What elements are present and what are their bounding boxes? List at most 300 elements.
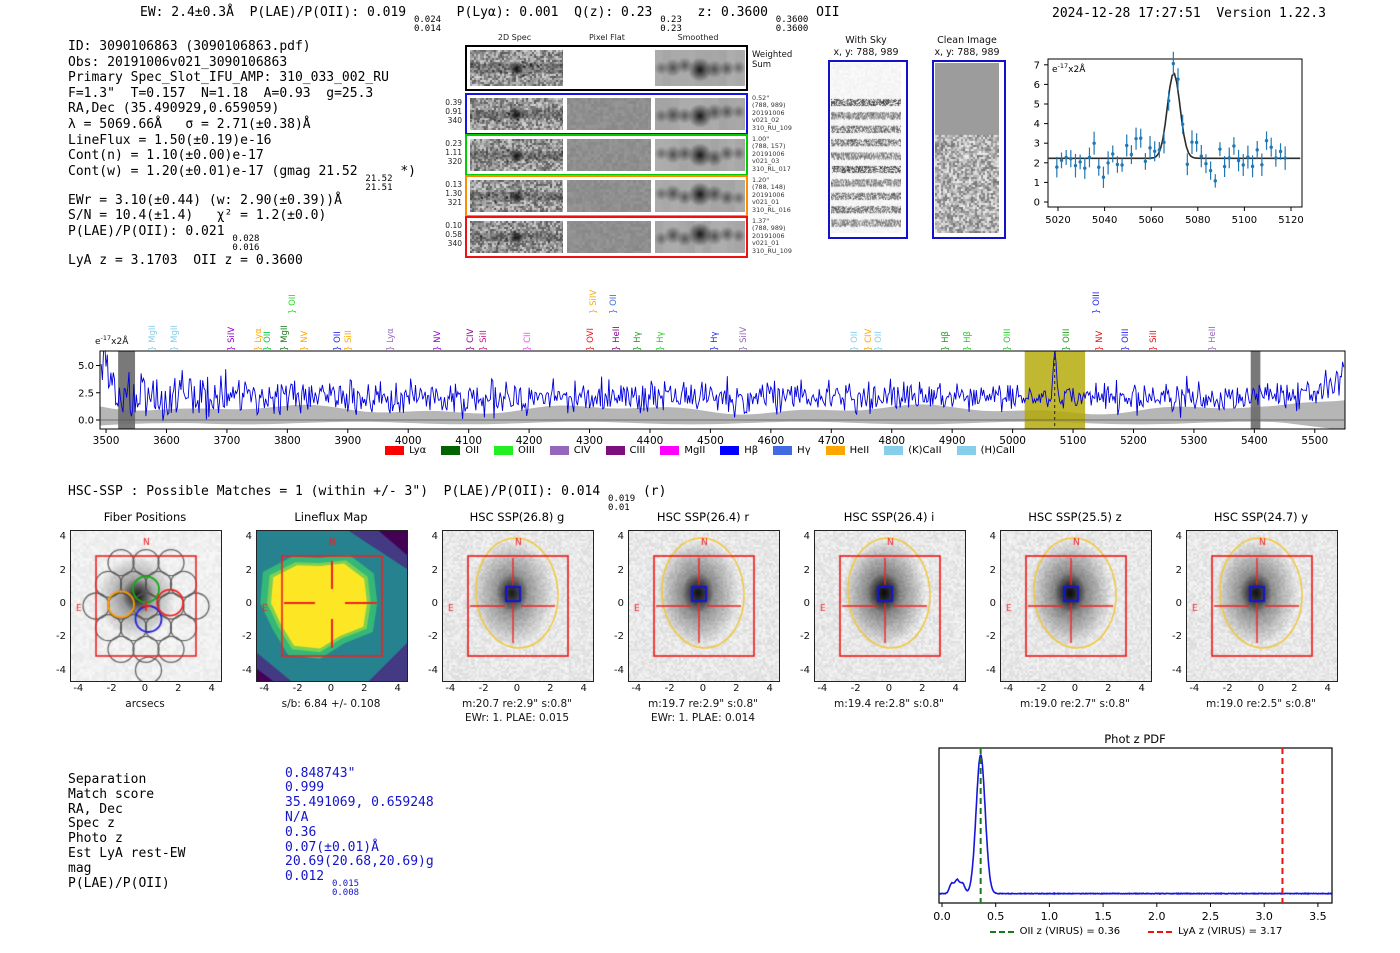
spec2d-image bbox=[470, 180, 563, 212]
span: 21.52 bbox=[365, 173, 393, 184]
info-line bbox=[68, 70, 416, 86]
match-row-label: Match score bbox=[68, 786, 155, 802]
panel-ytick: -4 bbox=[56, 664, 66, 676]
match-row-value bbox=[285, 795, 434, 810]
span: 0.028 bbox=[232, 233, 260, 244]
panel-xtick: -4 bbox=[631, 683, 642, 694]
text-segment: F=1.3" T=0.157 N=1.18 A=0.93 g=25.3 bbox=[68, 85, 374, 101]
spectral-line-marker: } HeII bbox=[1207, 326, 1218, 351]
div: Weighted bbox=[752, 50, 793, 60]
spec2d-row-annotation bbox=[752, 136, 824, 173]
div: 0.39 bbox=[445, 98, 462, 107]
stacked-value bbox=[332, 880, 359, 898]
panel-xtick: 4 bbox=[394, 683, 401, 694]
text-segment: 0.012 bbox=[285, 869, 332, 885]
div: 0.58 bbox=[445, 230, 462, 240]
photz-pdf-plot bbox=[930, 733, 1350, 933]
spec2d-row bbox=[465, 134, 748, 176]
panel-xtick: 2 bbox=[361, 683, 368, 694]
sky-panel-coords: x, y: 788, 989 bbox=[934, 46, 1000, 58]
panel-caption2: EWr: 1. PLAE: 0.014 bbox=[650, 712, 756, 724]
panel-xtick: 2 bbox=[547, 683, 554, 694]
panel-xtick: -2 bbox=[478, 683, 489, 694]
panel-ytick: 2 bbox=[617, 564, 624, 576]
legend-label: MgII bbox=[684, 445, 706, 456]
panel-xtick: -4 bbox=[817, 683, 828, 694]
spec2d-image bbox=[470, 221, 563, 253]
hsc-panel-image bbox=[628, 530, 780, 682]
text-segment: N/A bbox=[285, 809, 309, 825]
spec2d-image bbox=[567, 180, 651, 212]
info-line bbox=[68, 117, 416, 133]
match-row-label: Est LyA rest-EW bbox=[68, 846, 186, 861]
panel-ytick: 0 bbox=[59, 597, 66, 609]
panel-ytick: 0 bbox=[617, 597, 624, 609]
div: 20191006 bbox=[752, 190, 785, 199]
stacked-value bbox=[414, 16, 441, 34]
panel-ytick: -4 bbox=[986, 664, 996, 676]
svg-text:4800: 4800 bbox=[878, 435, 906, 447]
text-segment: 0.848743" bbox=[285, 765, 356, 781]
line-fit-inset-plot bbox=[1030, 45, 1350, 245]
text-segment: S/N = 10.4(±1.4) χ² = 1.2(±0.0) bbox=[68, 208, 327, 224]
text-segment: EW: 2.4±0.3Å P(LAE)/P(OII): 0.019 bbox=[140, 5, 414, 20]
panel-title: Fiber Positions bbox=[103, 510, 187, 524]
spectral-line-marker: } SiII bbox=[478, 330, 489, 351]
svg-text:7: 7 bbox=[1033, 60, 1040, 72]
spectral-line-marker: } OII bbox=[262, 331, 273, 351]
info-line bbox=[68, 101, 416, 117]
svg-text:0: 0 bbox=[1033, 197, 1040, 209]
svg-text:5100: 5100 bbox=[1059, 435, 1087, 447]
panel-ytick: -4 bbox=[800, 664, 810, 676]
svg-text:4200: 4200 bbox=[515, 435, 543, 447]
panel-ytick: 4 bbox=[59, 531, 66, 543]
div: 310_RU_109 bbox=[752, 123, 792, 132]
panel-ytick: 2 bbox=[431, 564, 438, 576]
text-segment: OII bbox=[808, 5, 840, 20]
panel-xtick: 0 bbox=[1257, 683, 1265, 694]
panel-xtick: -4 bbox=[259, 683, 270, 694]
span: 0.016 bbox=[232, 242, 260, 253]
info-line bbox=[68, 39, 416, 55]
hsc-panel-image bbox=[814, 530, 966, 682]
div: 1.20" bbox=[752, 176, 770, 184]
spectral-line-marker: } OVI bbox=[586, 328, 597, 351]
svg-text:3500: 3500 bbox=[92, 435, 120, 447]
panel-xtick: 0 bbox=[699, 683, 707, 694]
panel-ytick: 0 bbox=[1175, 597, 1182, 609]
photz-legend-label: OII z (VIRUS) = 0.36 bbox=[1019, 926, 1121, 937]
panel-ytick: 2 bbox=[803, 564, 810, 576]
panel-ytick: 0 bbox=[431, 597, 438, 609]
text-segment: 0.07(±0.01)Å bbox=[285, 839, 379, 855]
spec2d-image bbox=[655, 180, 745, 212]
full-spectrum-plot bbox=[78, 340, 1358, 465]
panel-xtick: 4 bbox=[1324, 683, 1331, 694]
info-line bbox=[68, 148, 416, 164]
svg-text:5200: 5200 bbox=[1120, 435, 1147, 447]
panel-caption: m:19.0 re:2.7" s:0.8" bbox=[1020, 698, 1130, 710]
spectral-line-marker: } Lyα bbox=[385, 328, 396, 351]
svg-text:5000: 5000 bbox=[999, 435, 1026, 447]
text-segment: 35.491069, 0.659248 bbox=[285, 795, 434, 811]
svg-text:4000: 4000 bbox=[394, 435, 422, 447]
div: 0.13 bbox=[445, 180, 462, 189]
match-row-value bbox=[285, 780, 324, 795]
svg-text:5120: 5120 bbox=[1278, 215, 1304, 226]
panel-caption: s/b: 6.84 +/- 0.108 bbox=[281, 698, 381, 710]
legend-label: (H)CaII bbox=[980, 445, 1015, 456]
panel-xtick: 4 bbox=[766, 683, 773, 694]
svg-text:5080: 5080 bbox=[1185, 215, 1211, 226]
panel-xtick: -2 bbox=[850, 683, 861, 694]
spec2d-row bbox=[465, 216, 748, 258]
spectral-line-marker: } Hβ bbox=[941, 331, 952, 351]
match-row-label: Photo z bbox=[68, 831, 123, 847]
text-segment: P(LAE)/P(OII): 0.021 bbox=[68, 223, 233, 239]
div: Sum bbox=[752, 59, 772, 70]
svg-text:5040: 5040 bbox=[1091, 215, 1118, 226]
svg-text:Phot z PDF: Phot z PDF bbox=[1104, 732, 1166, 746]
spectral-line-marker: } SiIV bbox=[589, 289, 600, 314]
text-segment: EWr = 3.10(±0.44) (w: 2.90(±0.39))Å bbox=[68, 192, 342, 208]
match-row-value bbox=[285, 810, 308, 825]
spec2d-image bbox=[470, 50, 563, 86]
spec2d-image bbox=[567, 221, 651, 253]
span: 0.019 bbox=[608, 493, 636, 504]
panel-xtick: 2 bbox=[1105, 683, 1112, 694]
panel-xlabel: arcsecs bbox=[125, 698, 165, 710]
panel-ytick: 4 bbox=[431, 531, 438, 543]
spectral-line-marker: } NV bbox=[1094, 330, 1105, 351]
span: 0.01 bbox=[608, 502, 630, 513]
svg-text:3.5: 3.5 bbox=[1309, 910, 1327, 923]
spectral-line-marker: } SiII bbox=[343, 330, 354, 351]
panel-ytick: -2 bbox=[614, 631, 624, 643]
spec2d-row-weights bbox=[434, 98, 462, 126]
text-segment: 20.69(20.68,20.69)g bbox=[285, 854, 434, 870]
spec2d-column-header: Smoothed bbox=[677, 33, 719, 42]
div: v021_01 bbox=[752, 239, 780, 248]
panel-ytick: 0 bbox=[989, 597, 996, 609]
svg-text:3700: 3700 bbox=[213, 435, 241, 447]
info-line bbox=[68, 208, 416, 224]
spectrum-flux-units bbox=[95, 334, 128, 347]
div: 1.11 bbox=[445, 148, 462, 158]
panel-ytick: 4 bbox=[245, 531, 252, 543]
panel-xtick: 4 bbox=[208, 683, 215, 694]
text-segment: *) bbox=[392, 163, 416, 179]
div: 1.00" bbox=[752, 135, 770, 143]
info-line bbox=[68, 164, 416, 193]
svg-text:2.5: 2.5 bbox=[78, 388, 94, 400]
spectral-line-marker: } OII bbox=[873, 331, 884, 351]
svg-text:1: 1 bbox=[1033, 177, 1040, 189]
spectral-line-marker: } CIV bbox=[466, 328, 477, 351]
panel-title: HSC SSP(26.4) i bbox=[843, 510, 935, 524]
panel-ytick: 2 bbox=[245, 564, 252, 576]
spectral-line-marker: } CII bbox=[522, 331, 533, 351]
span: 0.014 bbox=[413, 23, 442, 34]
span: 0.008 bbox=[331, 887, 360, 898]
stacked-value bbox=[365, 175, 392, 193]
div: 340 bbox=[447, 116, 462, 126]
text-segment: Cont(n) = 1.10(±0.00)e-17 bbox=[68, 148, 264, 164]
text-segment: 0.999 bbox=[285, 780, 325, 796]
panel-title: HSC SSP(26.8) g bbox=[469, 510, 565, 524]
panel-xtick: -2 bbox=[106, 683, 117, 694]
svg-text:2.0: 2.0 bbox=[1148, 910, 1166, 923]
panel-xtick: 2 bbox=[1291, 683, 1298, 694]
panel-ytick: -4 bbox=[1172, 664, 1182, 676]
panel-ytick: -2 bbox=[242, 631, 252, 643]
panel-xtick: 4 bbox=[580, 683, 587, 694]
panel-xtick: 2 bbox=[733, 683, 740, 694]
legend-label: CIII bbox=[629, 445, 646, 456]
stacked-value bbox=[232, 235, 259, 253]
spectral-line-marker: } OIII bbox=[1003, 328, 1014, 351]
svg-text:3600: 3600 bbox=[153, 435, 180, 447]
panel-ytick: 2 bbox=[1175, 564, 1182, 576]
clean-image bbox=[935, 63, 999, 233]
svg-text:6: 6 bbox=[1033, 79, 1040, 91]
svg-text:0.0: 0.0 bbox=[933, 910, 951, 923]
spec2d-row-annotation bbox=[752, 177, 824, 214]
spectral-line-marker: } NV bbox=[299, 330, 310, 351]
spectral-line-marker: } OIII bbox=[1121, 328, 1132, 351]
panel-xtick: -4 bbox=[1003, 683, 1014, 694]
spec2d-image bbox=[567, 139, 651, 171]
match-row-value bbox=[285, 840, 379, 855]
spectral-line-marker: } SiIV bbox=[227, 326, 238, 351]
fiber-panel-image bbox=[70, 530, 222, 682]
text-segment: Obs: 20191006v021_3090106863 bbox=[68, 54, 288, 70]
info-line bbox=[68, 55, 416, 71]
text-segment: λ = 5069.66Å σ = 2.71(±0.38)Å bbox=[68, 116, 311, 132]
spectral-line-marker: } Hγ bbox=[656, 331, 667, 351]
stacked-value bbox=[660, 16, 682, 34]
panel-xtick: 4 bbox=[952, 683, 959, 694]
div: 310_RL_017 bbox=[752, 164, 791, 173]
svg-text:4400: 4400 bbox=[636, 435, 664, 447]
svg-text:e-17x2Å: $e^{-17}x2Å$ bbox=[1052, 62, 1086, 75]
photz-legend-label: LyA z (VIRUS) = 3.17 bbox=[1178, 926, 1283, 937]
text-segment: Cont(w) = 1.20(±0.01)e-17 (gmag 21.52 bbox=[68, 163, 366, 179]
div: 310_RU_109 bbox=[752, 246, 792, 255]
spec2d-image bbox=[655, 139, 745, 171]
text-segment: RA,Dec (35.490929,0.659059) bbox=[68, 101, 280, 117]
div: (788, 989) bbox=[752, 101, 786, 110]
spectral-line-marker: } OII bbox=[287, 294, 298, 314]
legend-label: Hγ bbox=[797, 445, 811, 456]
panel-ytick: -2 bbox=[1172, 631, 1182, 643]
svg-text:5.0: 5.0 bbox=[78, 361, 94, 372]
svg-text:0.0: 0.0 bbox=[78, 415, 94, 427]
hsc-match-header bbox=[68, 484, 666, 513]
div: v021_02 bbox=[752, 116, 780, 125]
spec2d-image bbox=[567, 50, 651, 86]
clean-image-frame bbox=[932, 60, 1006, 239]
svg-text:1.0: 1.0 bbox=[1040, 910, 1059, 923]
panel-ytick: -4 bbox=[242, 664, 252, 676]
div: 20191006 bbox=[752, 231, 785, 240]
panel-xtick: 0 bbox=[141, 683, 149, 694]
spec2d-image bbox=[567, 98, 651, 130]
match-row-label: P(LAE)/P(OII) bbox=[68, 875, 170, 891]
spectral-line-marker: } OII bbox=[849, 331, 860, 351]
panel-ytick: -2 bbox=[800, 631, 810, 643]
text-segment: P(Lyα): 0.001 Q(z): 0.23 bbox=[441, 5, 661, 20]
svg-text:5500: 5500 bbox=[1301, 435, 1329, 447]
div: 20191006 bbox=[752, 108, 785, 117]
svg-text:5400: 5400 bbox=[1240, 435, 1268, 447]
sky-image-frame bbox=[828, 60, 908, 239]
panel-ytick: 0 bbox=[803, 597, 810, 609]
panel-xtick: -2 bbox=[664, 683, 675, 694]
panel-xtick: -4 bbox=[1189, 683, 1200, 694]
legend-label: HeII bbox=[849, 445, 870, 456]
panel-caption: m:19.0 re:2.5" s:0.8" bbox=[1206, 698, 1316, 710]
spectral-line-marker: } MgII bbox=[170, 325, 181, 351]
spec2d-row bbox=[465, 93, 748, 135]
hsc-panel-image bbox=[1000, 530, 1152, 682]
sky-panel-coords: x, y: 788, 989 bbox=[833, 46, 899, 58]
div: v021_01 bbox=[752, 198, 780, 207]
panel-ytick: 0 bbox=[245, 597, 252, 609]
spec2d-image bbox=[655, 50, 745, 86]
div: 340 bbox=[447, 239, 462, 249]
info-line bbox=[68, 253, 416, 269]
spectral-line-marker: } SiIV bbox=[738, 326, 749, 351]
span: 0.23 bbox=[660, 14, 682, 25]
svg-text:3: 3 bbox=[1033, 138, 1040, 150]
spec2d-row-weights bbox=[434, 221, 462, 249]
span: 0.3600 bbox=[775, 23, 809, 34]
detection-info-block bbox=[68, 39, 416, 268]
div: 20191006 bbox=[752, 149, 785, 158]
div: 0.10 bbox=[445, 221, 462, 230]
summary-header bbox=[140, 5, 840, 34]
panel-xtick: -4 bbox=[445, 683, 456, 694]
legend-label: Hβ bbox=[744, 445, 759, 456]
hsc-panel-image bbox=[1186, 530, 1338, 682]
svg-text:1.5: 1.5 bbox=[1094, 910, 1112, 923]
svg-text:3.0: 3.0 bbox=[1255, 910, 1273, 923]
panel-ytick: 4 bbox=[989, 531, 996, 543]
panel-ytick: -2 bbox=[986, 631, 996, 643]
panel-xtick: 2 bbox=[175, 683, 182, 694]
div: 320 bbox=[447, 157, 462, 167]
panel-xtick: -4 bbox=[73, 683, 84, 694]
panel-title: HSC SSP(24.7) y bbox=[1213, 510, 1309, 524]
svg-text:4300: 4300 bbox=[576, 435, 603, 447]
legend-label: (K)CaII bbox=[908, 445, 942, 456]
legend-label: OIII bbox=[518, 445, 535, 456]
svg-text:2: 2 bbox=[1033, 158, 1040, 170]
timestamp-version: 2024-12-28 17:27:51 Version 1.22.3 bbox=[1052, 6, 1326, 21]
panel-xtick: 0 bbox=[327, 683, 335, 694]
text-segment: ID: 3090106863 (3090106863.pdf) bbox=[68, 39, 311, 54]
spec2d-column-header: Pixel Flat bbox=[589, 33, 625, 42]
panel-ytick: 2 bbox=[59, 564, 66, 576]
panel-xtick: 0 bbox=[885, 683, 893, 694]
panel-ytick: 4 bbox=[1175, 531, 1182, 543]
panel-title: HSC SSP(26.4) r bbox=[656, 510, 750, 524]
panel-caption: m:19.7 re:2.9" s:0.8" bbox=[648, 698, 758, 710]
e: -17 bbox=[100, 334, 112, 342]
span: 0.015 bbox=[331, 878, 360, 889]
panel-caption: m:20.7 re:2.9" s:0.8" bbox=[462, 698, 572, 710]
div: (788, 148) bbox=[752, 183, 786, 192]
div: 0.52" bbox=[752, 94, 770, 102]
spectral-line-marker: } MgII bbox=[279, 325, 290, 351]
panel-ytick: -2 bbox=[428, 631, 438, 643]
div: 310_RL_016 bbox=[752, 205, 791, 214]
spec2d-image bbox=[470, 139, 563, 171]
panel-xtick: -2 bbox=[292, 683, 303, 694]
div: 0.23 bbox=[445, 139, 462, 148]
div: 321 bbox=[447, 198, 462, 208]
spectral-line-marker: } MgII bbox=[147, 325, 158, 351]
info-line bbox=[68, 133, 416, 149]
div: v021_03 bbox=[752, 157, 780, 166]
spectral-line-marker: } CIV bbox=[863, 328, 874, 351]
div: (788, 157) bbox=[752, 142, 786, 151]
spec2d-row-weights bbox=[434, 180, 462, 208]
spec2d-row-weights bbox=[434, 139, 462, 167]
svg-text:5: 5 bbox=[1033, 99, 1040, 111]
match-row-label: Spec z bbox=[68, 816, 115, 832]
legend-label: CIV bbox=[573, 445, 591, 456]
panel-ytick: -4 bbox=[428, 664, 438, 676]
svg-text:4500: 4500 bbox=[697, 435, 724, 447]
div: 1.30 bbox=[445, 189, 462, 199]
match-row-value bbox=[285, 869, 359, 898]
div: (788, 989) bbox=[752, 224, 786, 233]
match-row-value bbox=[285, 854, 434, 869]
svg-text:2.5: 2.5 bbox=[1201, 910, 1220, 923]
spec2d-row-annotation bbox=[752, 95, 824, 132]
panel-xtick: 0 bbox=[1071, 683, 1079, 694]
hsc-panel-image bbox=[442, 530, 594, 682]
span: 0.23 bbox=[660, 23, 682, 34]
panel-ytick: -4 bbox=[614, 664, 624, 676]
spec2d-image bbox=[655, 221, 745, 253]
panel-xtick: -2 bbox=[1036, 683, 1047, 694]
spec2d-image bbox=[470, 98, 563, 130]
sky-panel-title: With Sky bbox=[845, 35, 887, 46]
svg-text:3900: 3900 bbox=[334, 435, 362, 447]
info-line bbox=[68, 224, 416, 253]
svg-text:4700: 4700 bbox=[817, 435, 845, 447]
spectral-line-marker: } OII bbox=[608, 294, 619, 314]
text-segment: LineFlux = 1.50(±0.19)e-16 bbox=[68, 132, 272, 148]
legend-label: Lyα bbox=[409, 445, 427, 456]
spectral-line-marker: } Hγ bbox=[633, 331, 644, 351]
match-row-label: mag bbox=[68, 860, 92, 876]
spectral-line-marker: } OIII bbox=[1061, 328, 1072, 351]
spectral-line-marker: } OIII bbox=[1092, 291, 1103, 314]
span: x2Å bbox=[111, 337, 129, 347]
spectral-line-marker: } NV bbox=[433, 330, 444, 351]
panel-xtick: 4 bbox=[1138, 683, 1145, 694]
spec2d-row bbox=[465, 175, 748, 217]
match-row-value bbox=[285, 766, 355, 781]
panel-title: HSC SSP(25.5) z bbox=[1028, 510, 1122, 524]
svg-text:3800: 3800 bbox=[273, 435, 301, 447]
spectral-line-marker: } Lyα bbox=[254, 328, 265, 351]
